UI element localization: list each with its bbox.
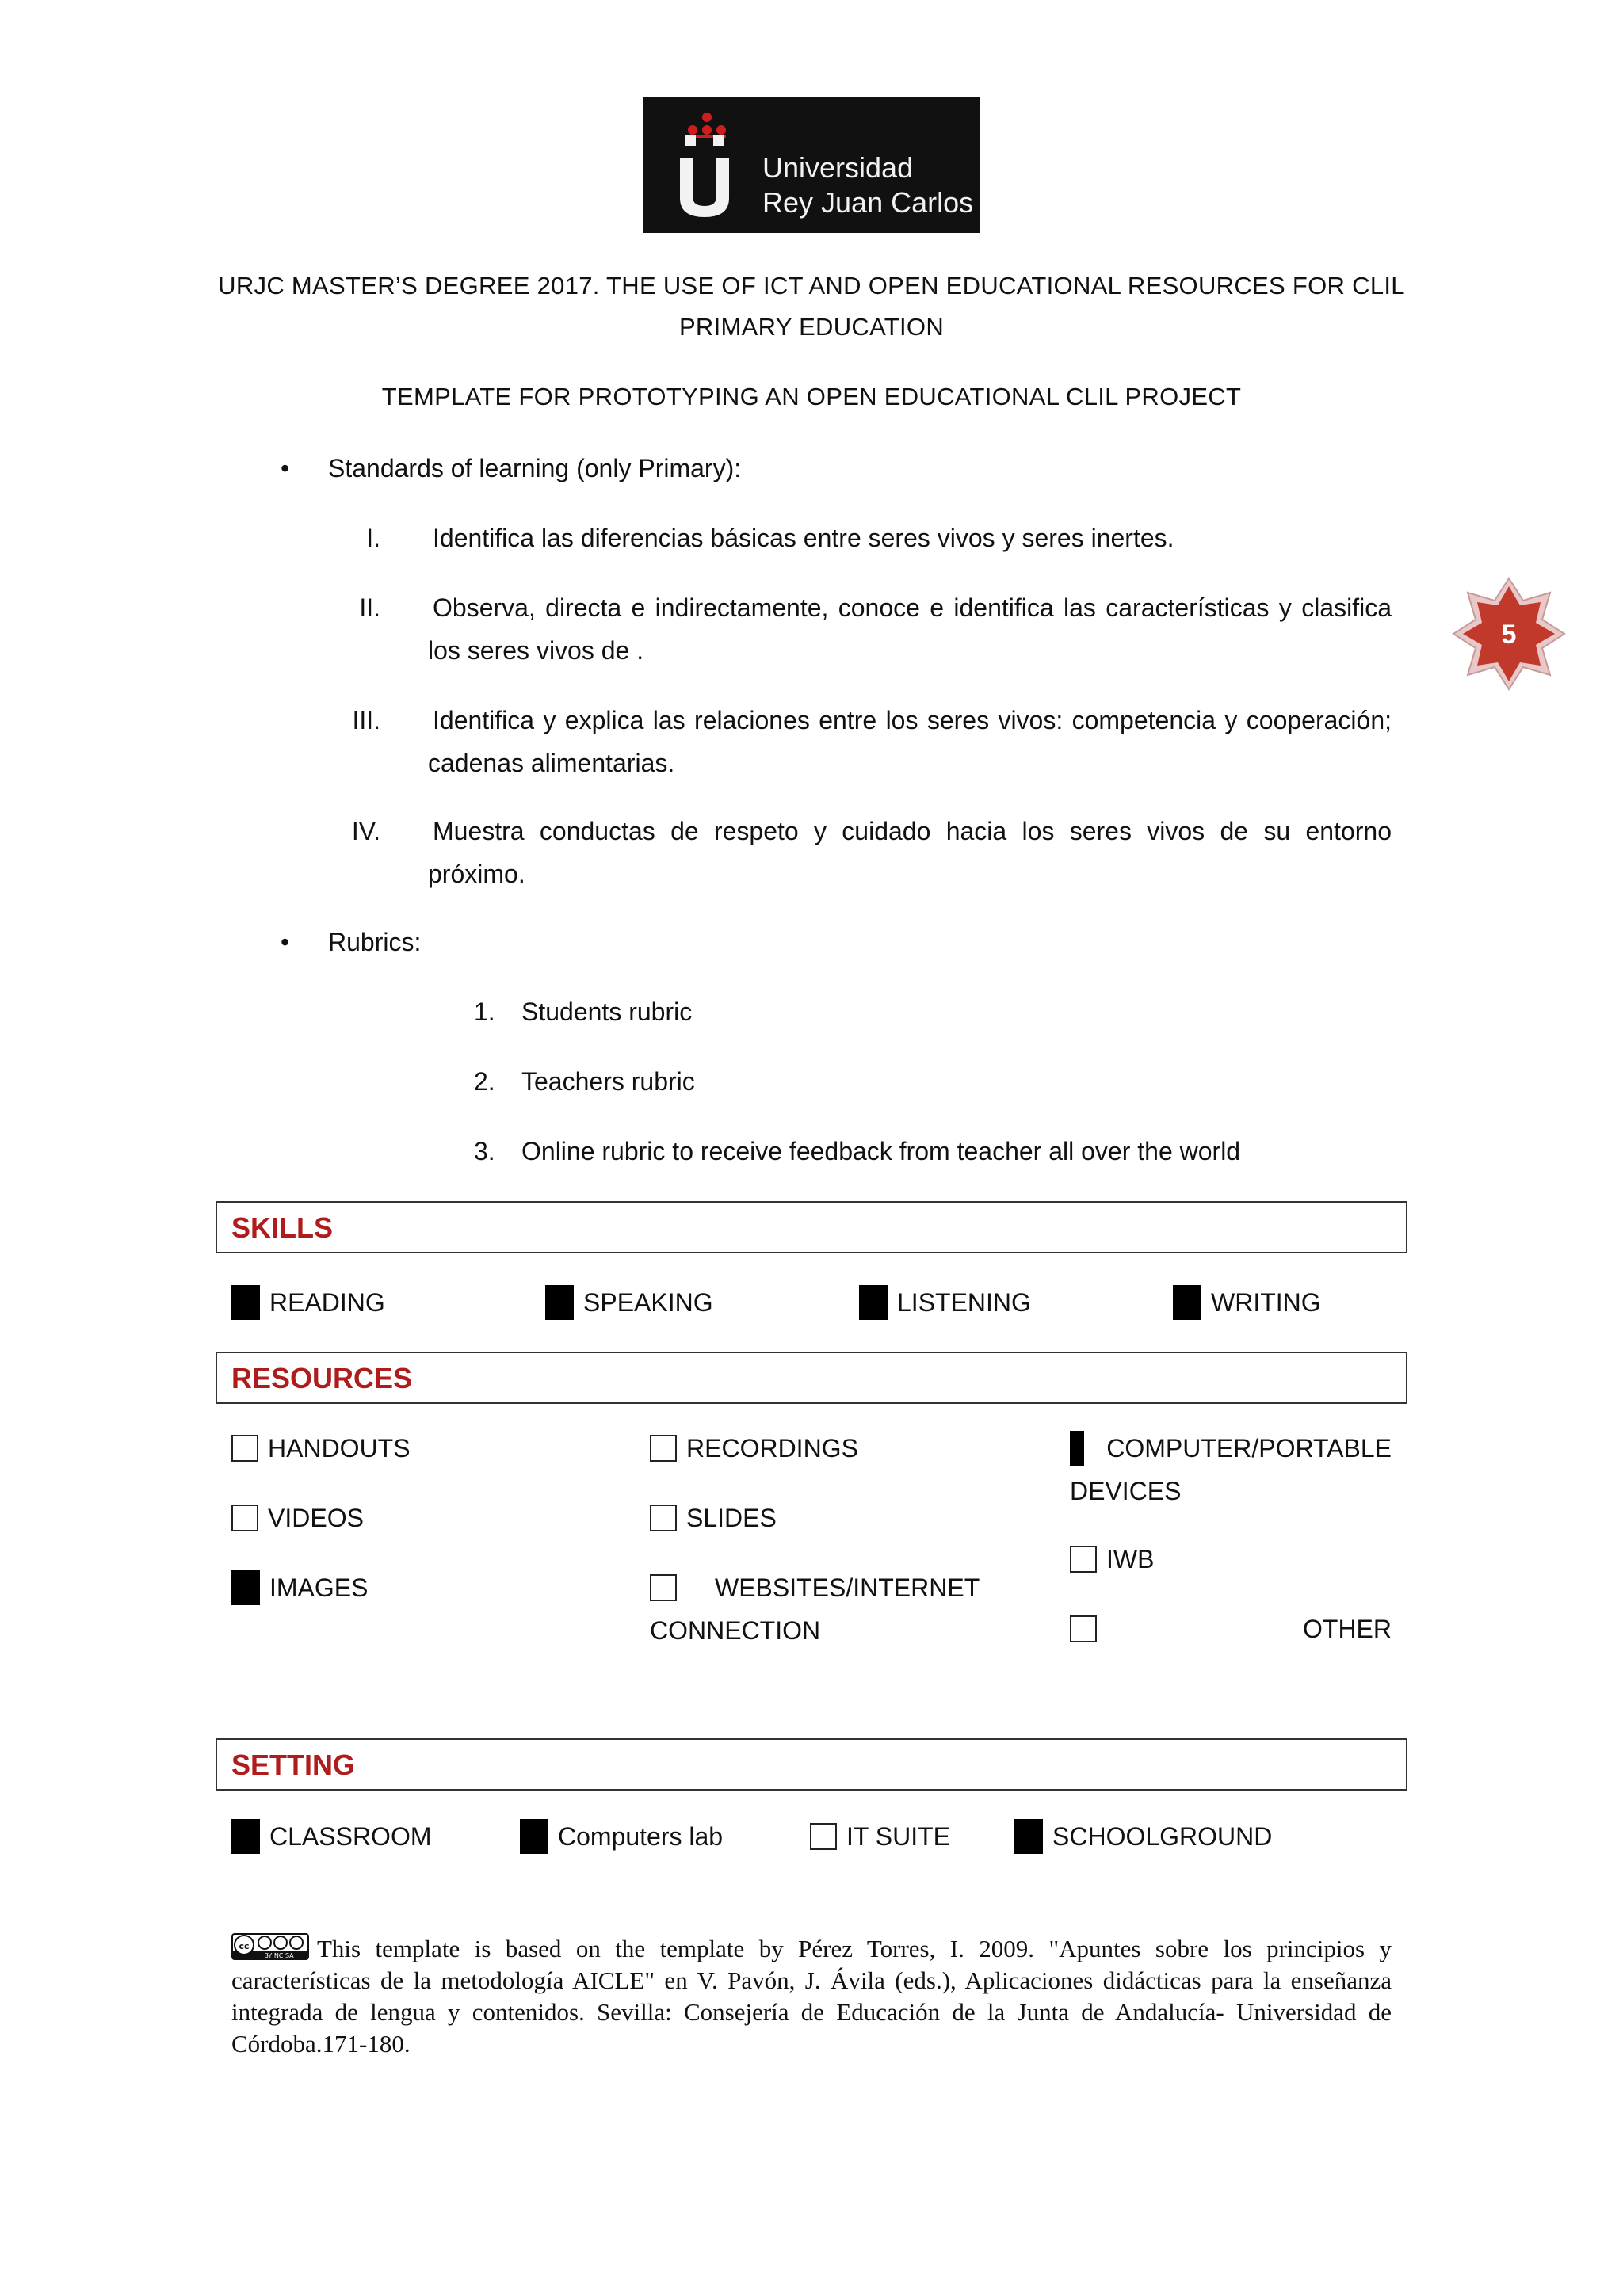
resource-option-iwb[interactable]: IWB xyxy=(1070,1542,1154,1577)
checkbox-unchecked[interactable] xyxy=(650,1435,677,1462)
standard-number: II. xyxy=(359,593,380,622)
checkbox-unchecked[interactable] xyxy=(1070,1615,1097,1642)
checkbox-unchecked[interactable] xyxy=(231,1435,258,1462)
checkbox-unchecked[interactable] xyxy=(650,1574,677,1601)
skill-option-writing[interactable]: WRITING xyxy=(1173,1285,1321,1320)
standard-number: III. xyxy=(352,706,380,734)
checkbox-checked[interactable] xyxy=(1173,1285,1201,1320)
skill-option-speaking[interactable]: SPEAKING xyxy=(545,1285,713,1320)
resource-option-recordings[interactable]: RECORDINGS xyxy=(650,1431,858,1466)
setting-option-it-suite[interactable]: IT SUITE xyxy=(810,1819,950,1854)
page-number-badge xyxy=(1452,577,1566,691)
document-title-line-1: URJC MASTER’S DEGREE 2017. THE USE OF ICT AND OPEN EDUCATIONAL RESOURCES FOR CLIL xyxy=(218,272,1405,299)
checkbox-checked[interactable] xyxy=(859,1285,888,1320)
setting-option-computers-lab[interactable]: Computers lab xyxy=(520,1819,723,1854)
resource-option-videos[interactable]: VIDEOS xyxy=(231,1501,364,1535)
standard-text: Observa, directa e indirectamente, conoce e identifica las características y clasifica los seres vivos de . xyxy=(428,593,1392,665)
checkbox-unchecked[interactable] xyxy=(1070,1546,1097,1573)
resource-option-computer[interactable]: COMPUTER/PORTABLE DEVICES xyxy=(1070,1431,1392,1508)
setting-option-classroom[interactable]: CLASSROOM xyxy=(231,1819,431,1854)
skills-section-header xyxy=(216,1201,1407,1253)
standard-number: I. xyxy=(366,524,380,552)
rubrics-label: Rubrics: xyxy=(328,928,422,956)
checkbox-checked[interactable] xyxy=(1014,1819,1043,1854)
page-number: 5 xyxy=(1501,620,1517,650)
checkbox-checked[interactable] xyxy=(231,1285,260,1320)
checkbox-checked[interactable] xyxy=(1070,1431,1084,1466)
rubric-item: Online rubric to receive feedback from teacher all over the world xyxy=(521,1137,1241,1165)
university-logo xyxy=(643,97,980,233)
footer-text: This template is based on the template by Pérez Torres, I. 2009. "Apuntes sobre los principios y características de la metodología AICLE" en V. Pavón, J. Ávila (eds.), Aplicaciones didácticas para la enseñanza integrada de lengua y contenidos. Sevilla: Consejería de Educación de la Junta de Andalucía- Universidad de Córdoba.171-180. xyxy=(231,1935,1392,2058)
rubric-number: 1. xyxy=(474,997,495,1026)
u-letter-icon xyxy=(674,135,735,218)
checkbox-checked[interactable] xyxy=(520,1819,548,1854)
resource-option-websites[interactable]: WEBSITES/INTERNET CONNECTION xyxy=(650,1573,980,1645)
standard-text: Identifica las diferencias básicas entre seres vivos y seres inertes. xyxy=(433,524,1174,552)
checkbox-checked[interactable] xyxy=(231,1819,260,1854)
standard-number: IV. xyxy=(351,817,380,845)
logo-line-1: Universidad xyxy=(762,151,914,184)
document-subtitle: TEMPLATE FOR PROTOTYPING AN OPEN EDUCATIONAL CLIL PROJECT xyxy=(381,383,1242,410)
bullet-icon: • xyxy=(281,928,290,956)
checkbox-unchecked[interactable] xyxy=(231,1505,258,1531)
setting-section-header xyxy=(216,1738,1407,1791)
resource-option-images[interactable]: IMAGES xyxy=(231,1570,368,1605)
resource-option-slides[interactable]: SLIDES xyxy=(650,1501,777,1535)
logo-line-2: Rey Juan Carlos xyxy=(762,186,974,219)
rubric-number: 3. xyxy=(474,1137,495,1165)
bullet-icon: • xyxy=(281,454,290,482)
license-badge-text: BY NC SA xyxy=(264,1952,294,1959)
checkbox-checked[interactable] xyxy=(545,1285,574,1320)
checkbox-unchecked[interactable] xyxy=(650,1505,677,1531)
checkbox-unchecked[interactable] xyxy=(810,1823,837,1850)
resources-title: RESOURCES xyxy=(231,1362,413,1394)
skills-title: SKILLS xyxy=(231,1211,334,1244)
setting-option-schoolground[interactable]: SCHOOLGROUND xyxy=(1014,1819,1272,1854)
resource-option-other[interactable]: OTHER xyxy=(1070,1611,1392,1646)
svg-text:cc: cc xyxy=(239,1941,250,1951)
setting-title: SETTING xyxy=(231,1749,356,1781)
standard-text: Muestra conductas de respeto y cuidado hacia los seres vivos de su entorno próximo. xyxy=(428,817,1392,888)
resources-section-header xyxy=(216,1352,1407,1404)
rubric-item: Teachers rubric xyxy=(521,1067,695,1096)
resource-option-handouts[interactable]: HANDOUTS xyxy=(231,1431,411,1466)
standards-label: Standards of learning (only Primary): xyxy=(328,454,742,482)
rubric-number: 2. xyxy=(474,1067,495,1096)
standard-text: Identifica y explica las relaciones entre los seres vivos: competencia y cooperación; cadenas alimentarias. xyxy=(428,706,1392,777)
document-title-line-2: PRIMARY EDUCATION xyxy=(678,313,945,341)
logo-text xyxy=(762,151,973,220)
skill-option-listening[interactable]: LISTENING xyxy=(859,1285,1031,1320)
rubric-item: Students rubric xyxy=(521,997,693,1026)
checkbox-checked[interactable] xyxy=(231,1570,260,1605)
footer-citation xyxy=(231,1933,1392,2060)
skill-option-reading[interactable]: READING xyxy=(231,1285,385,1320)
